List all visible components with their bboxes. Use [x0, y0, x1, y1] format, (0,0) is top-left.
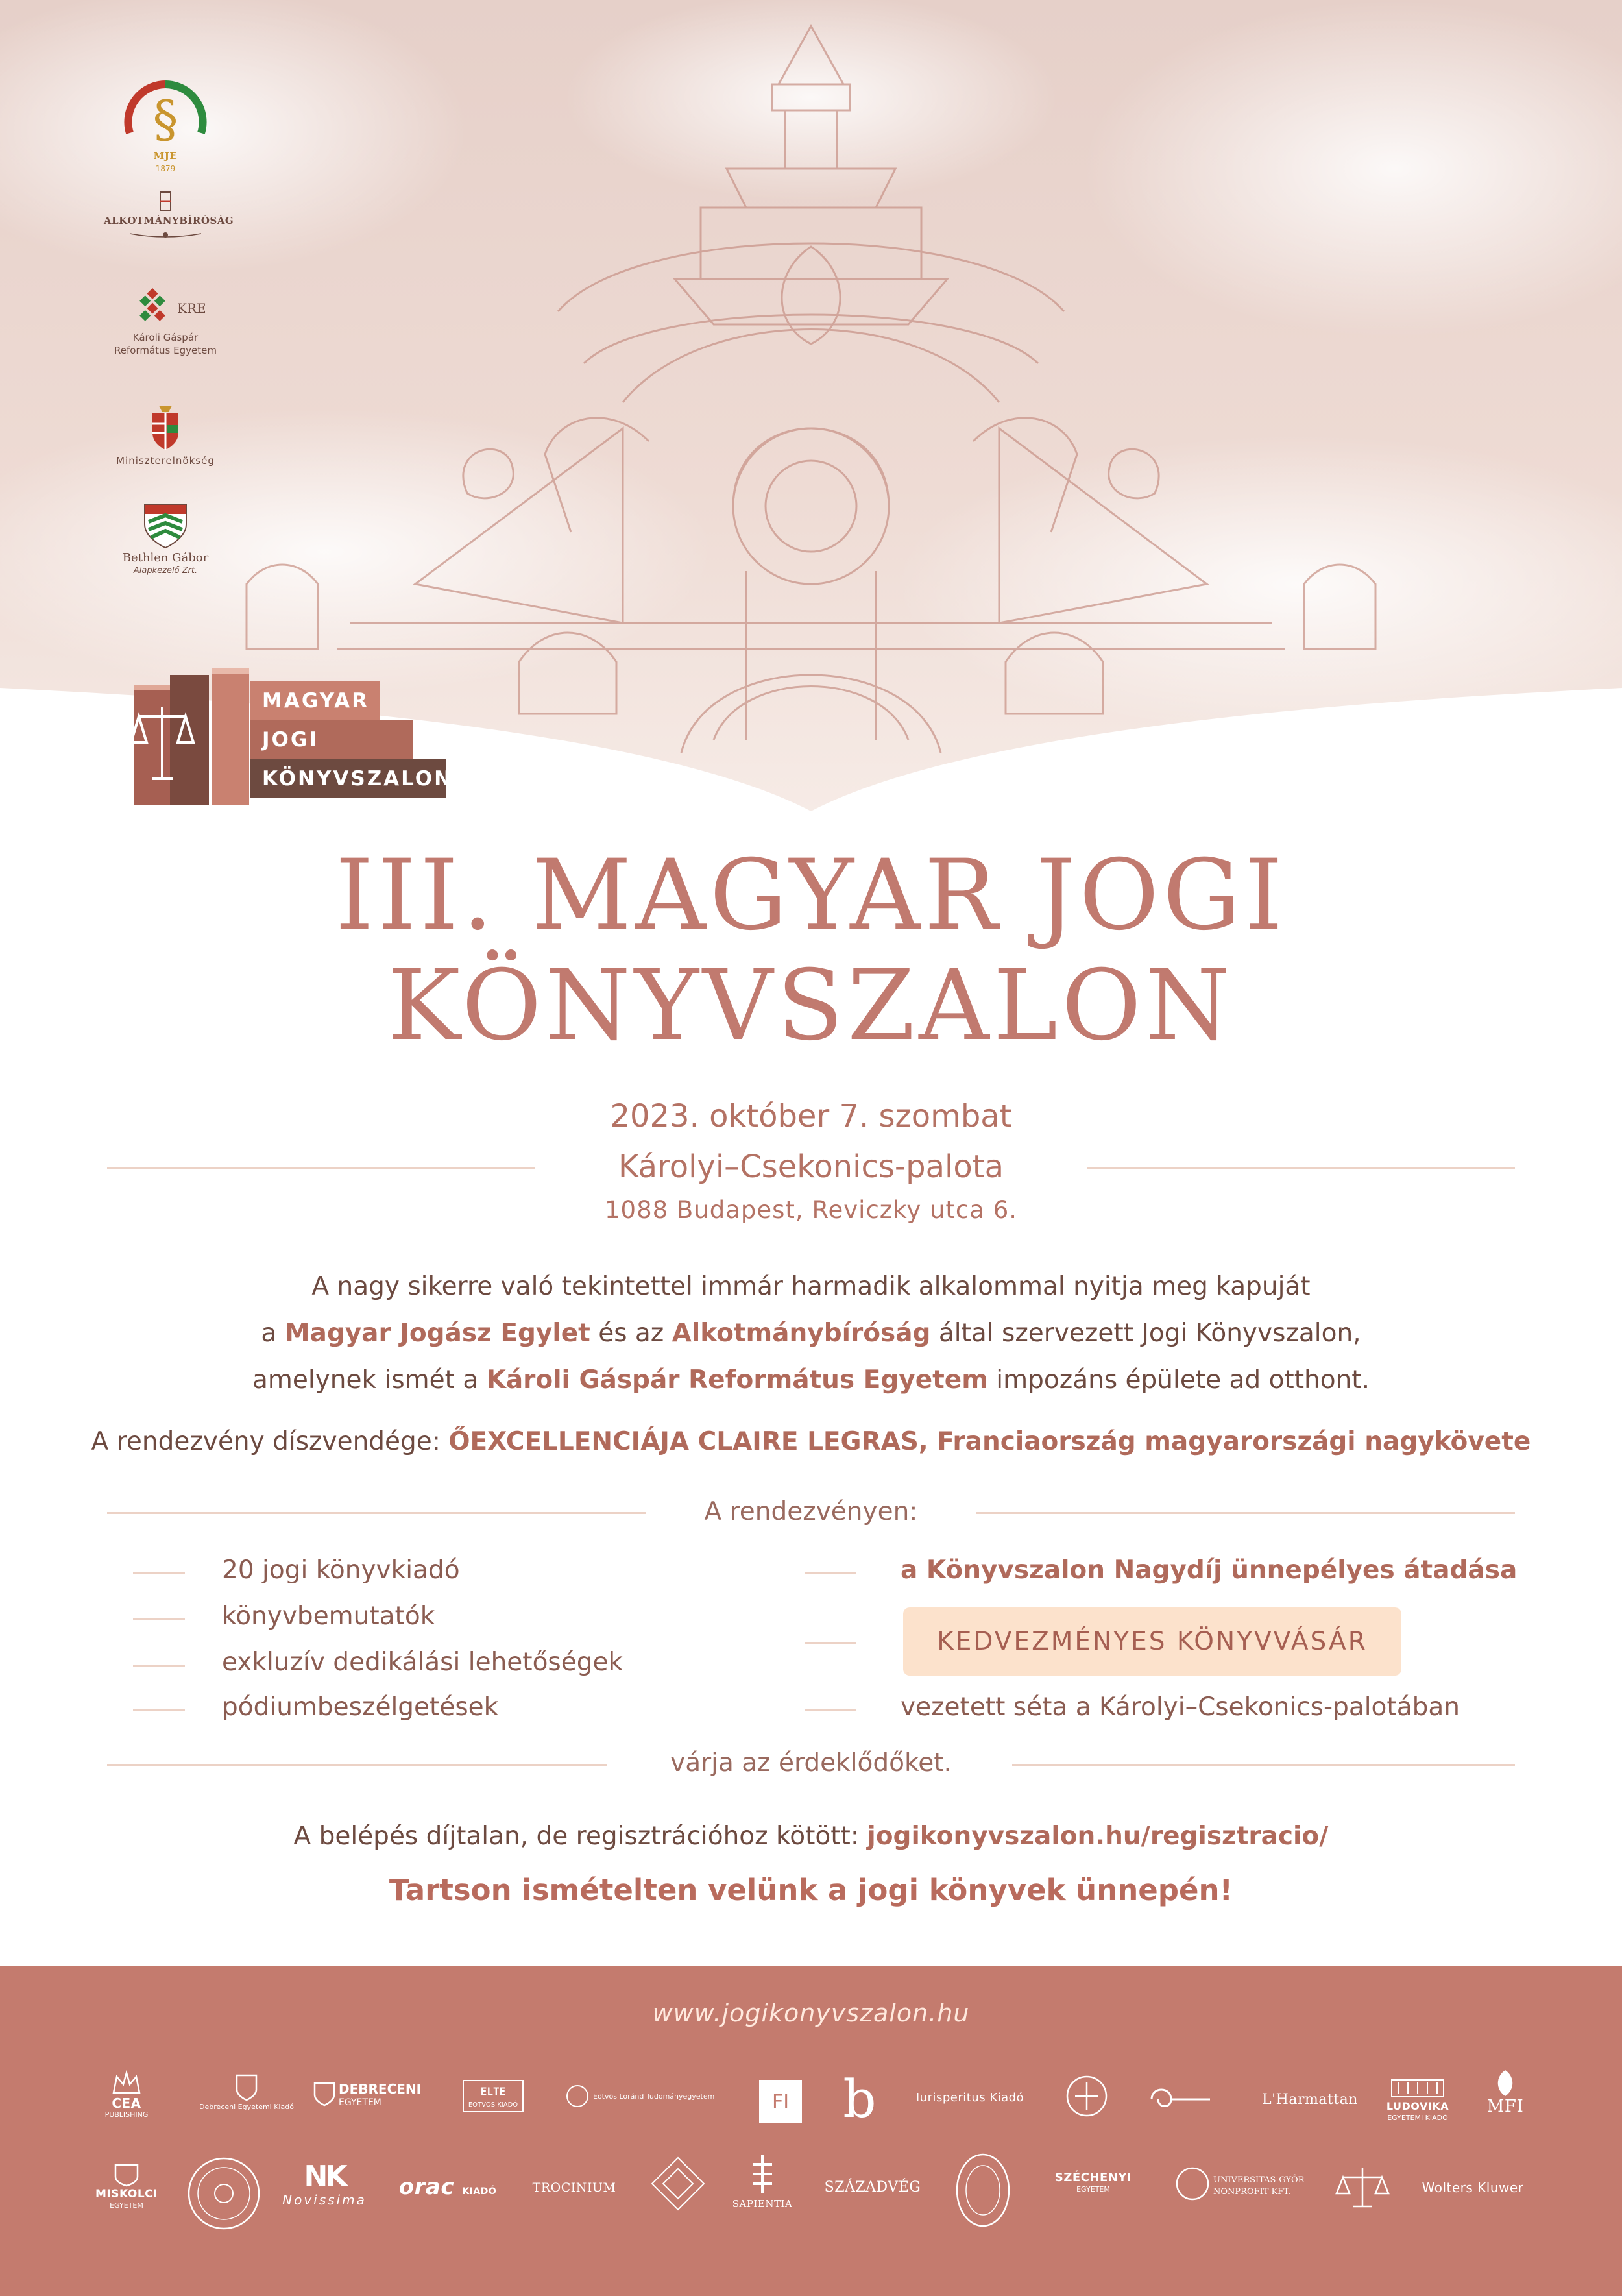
partner-logo-iurisperitus: Iurisperitus Kiadó [915, 2091, 1024, 2105]
partner-logo-harmattan: L'Harmattan [1262, 2092, 1358, 2108]
partner-logo-orac: orac KIADÓ [398, 2174, 497, 2200]
bga-line2: Alapkezelő Zrt. [133, 566, 198, 576]
mje-year: 1879 [155, 164, 176, 173]
dash [805, 1709, 856, 1711]
dash [133, 1572, 185, 1574]
partner-logo-fi [759, 2080, 802, 2123]
dash [133, 1709, 185, 1711]
kre-abbr: KRE [177, 300, 206, 316]
mje-badge: MJE [153, 150, 178, 162]
swirl-ornament-icon [1145, 2080, 1216, 2119]
program-item-award: a Könyvszalon Nagydíj ünnepélyes átadása [901, 1556, 1518, 1585]
kre-line1: Károli Gáspár [132, 332, 199, 343]
svg-text:DEBRECENI: DEBRECENI [339, 2081, 422, 2097]
partner-logo-szechenyi: SZÉCHENYI EGYETEM [1054, 2171, 1132, 2193]
scales-of-justice-icon [1333, 2155, 1392, 2219]
svg-text:§: § [152, 90, 178, 149]
partner-logo-crest [1061, 2070, 1113, 2129]
intro-line-3: amelynek ismét a Károli Gáspár Református Egyetem impozáns épülete ad otthont. [252, 1365, 1370, 1395]
program-item: exkluzív dedikálási lehetőségek [222, 1648, 623, 1677]
program-item: 20 jogi könyvkiadó [222, 1556, 460, 1585]
book-label-konyvszalon: KÖNYVSZALON [250, 759, 446, 798]
partner-logo-cea: CEA PUBLISHING [91, 2070, 162, 2119]
kre-line2: Református Egyetem [114, 345, 217, 356]
mfi-emblem-icon [1489, 2067, 1521, 2099]
ludovika-building-icon [1388, 2073, 1447, 2099]
partner-logo-trocinium: TROCINIUM [532, 2180, 616, 2195]
fi-icon [759, 2080, 802, 2123]
title-line-1: III. MAGYAR JOGI [335, 839, 1287, 952]
mje-logo [104, 71, 227, 175]
partner-logo-elte-ajk [561, 2083, 715, 2109]
svg-text:UNIVERSITAS-GYŐR: UNIVERSITAS-GYŐR [1213, 2175, 1305, 2185]
alkotmanybirosag-name: ALKOTMÁNYBÍRÓSÁG [104, 215, 234, 226]
sapientia-icon [746, 2151, 779, 2197]
universitas-gyor-icon [1174, 2164, 1311, 2203]
kre-highlight: Károli Gáspár Református Egyetem [486, 1365, 988, 1395]
miniszterelnokseg-logo [104, 399, 227, 467]
divider-dots-icon [127, 227, 204, 240]
title-line-2: KÖNYVSZALON [387, 949, 1235, 1062]
partner-logo-szazadveg: SZÁZADVÉG [824, 2179, 921, 2195]
website-link[interactable]: www.jogikonyvszalon.hu [652, 1999, 970, 2027]
coat-of-arms-icon [146, 399, 185, 454]
konyvszalon-book-logo [130, 655, 454, 805]
svg-text:FI: FI [771, 2091, 790, 2114]
partner-logo-debreceni-kiado: Debreceni Egyetemi Kiadó [198, 2070, 295, 2111]
partner-logo-wolters-kluwer: Wolters Kluwer [1422, 2180, 1524, 2195]
partner-logo-mfi: MFI [1473, 2067, 1538, 2114]
partner-logo-pte [649, 2155, 707, 2213]
partner-logo-novissima: NK Novissima [282, 2160, 367, 2208]
intro-line-1: A nagy sikerre való tekintettel immár harmadik alkalommal nyitja meg kapuját [311, 1272, 1311, 1301]
registration-text: A belépés díjtalan, de regisztrációhoz kötött: [293, 1822, 867, 1851]
guest-label: A rendezvény díszvendége: [91, 1427, 449, 1456]
elte-icon [461, 2077, 526, 2116]
registration-link[interactable]: jogikonyvszalon.hu/regisztracio/ [867, 1822, 1329, 1851]
dash [805, 1572, 856, 1574]
program-footer: várja az érdeklődőket. [670, 1748, 952, 1777]
partner-logo-b [837, 2070, 882, 2129]
guest-of-honour [0, 1423, 1622, 1461]
intro-paragraph [0, 1264, 1622, 1404]
partner-logo-universitas-gyor [1174, 2164, 1311, 2203]
debrecen-crest-icon [230, 2070, 263, 2103]
elte-ajk-icon [564, 2083, 715, 2109]
bethlen-gabor-logo [104, 500, 227, 578]
partner-logo-ludovika: LUDOVIKA EGYETEMI KIADÓ [1382, 2073, 1453, 2122]
svg-text:EÖTVÖS KIADÓ: EÖTVÖS KIADÓ [468, 2101, 518, 2108]
dash [805, 1642, 856, 1644]
crest-icon [146, 188, 185, 214]
partner-logo-seal [185, 2155, 263, 2232]
mje-highlight: Magyar Jogász Egylet [284, 1319, 590, 1348]
registration-line [0, 1817, 1622, 1856]
bga-line1: Bethlen Gábor [122, 551, 209, 565]
partner-logo-medal [954, 2151, 1012, 2229]
cea-crown-icon [110, 2070, 143, 2096]
partner-logo-miskolci-egyetem: MISKOLCI EGYETEM [91, 2161, 162, 2210]
closing-line: Tartson ismételten velünk a jogi könyvek ünnepén! [389, 1873, 1233, 1907]
partner-logo-debreceni-egyetem [308, 2077, 425, 2109]
dash [133, 1618, 185, 1620]
kre-logo [104, 286, 227, 357]
book-label-magyar: MAGYAR [250, 681, 380, 720]
kre-emblem-icon [127, 286, 204, 331]
partner-logo-swirl [1145, 2080, 1216, 2119]
university-crest-icon [1061, 2070, 1113, 2129]
b-letter-icon [837, 2070, 882, 2129]
partner-logo-elte-eotvos-kiado [457, 2077, 529, 2116]
partner-logo-sapientia: SAPIENTIA [727, 2151, 798, 2211]
event-date: 2023. október 7. szombat [610, 1098, 1012, 1134]
event-venue: Károlyi–Csekonics-palota [618, 1149, 1004, 1185]
pte-ornament-icon [649, 2155, 707, 2213]
svg-text:ELTE: ELTE [480, 2085, 506, 2097]
program-heading: A rendezvényen: [704, 1497, 918, 1526]
svg-text:b: b [843, 2069, 877, 2129]
program-item: pódiumbeszélgetések [222, 1692, 499, 1722]
guest-name: ŐEXCELLENCIÁJA CLAIRE LEGRAS, Franciaország magyarországi nagykövete [448, 1427, 1531, 1456]
university-seal-icon [185, 2155, 263, 2232]
svg-text:EGYETEM: EGYETEM [339, 2097, 381, 2108]
debreceni-egyetem-icon [311, 2077, 422, 2109]
miskolc-crest-icon [110, 2161, 143, 2187]
program-item: könyvbemutatók [222, 1602, 435, 1631]
book-label-jogi: JOGI [250, 720, 413, 759]
dash [133, 1665, 185, 1667]
partner-logo-scales [1333, 2155, 1392, 2219]
discount-fair-label: KEDVEZMÉNYES KÖNYVVÁSÁR [937, 1627, 1368, 1656]
medal-icon [954, 2151, 1012, 2229]
svg-text:NONPROFIT KFT.: NONPROFIT KFT. [1213, 2187, 1291, 2197]
intro-line-2: a Magyar Jogász Egylet és az Alkotmánybíróság által szervezett Jogi Könyvszalon, [261, 1319, 1361, 1348]
miniszterelnokseg-name: Miniszterelnökség [116, 455, 215, 467]
svg-text:Eötvös Loránd Tudományegyetem: Eötvös Loránd Tudományegyetem [593, 2092, 715, 2101]
program-item-tour: vezetett séta a Károlyi–Csekonics-palotában [901, 1692, 1460, 1722]
bga-shield-icon [139, 500, 191, 552]
ab-highlight: Alkotmánybíróság [672, 1319, 931, 1348]
event-address: 1088 Budapest, Reviczky utca 6. [604, 1196, 1018, 1224]
alkotmanybirosag-logo [104, 188, 234, 240]
